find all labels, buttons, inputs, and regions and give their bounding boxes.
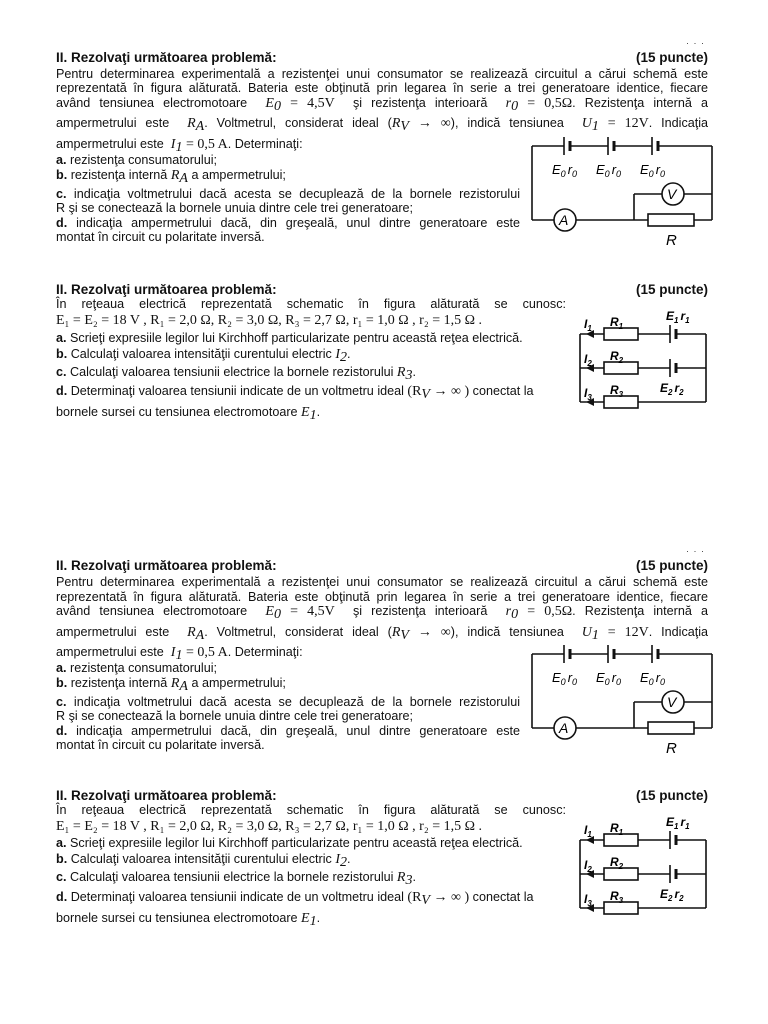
problem2-line2: E₁ = E₂ = 18 V , R₁ = 2,0 Ω, R₂ = 3,0 Ω, R₃ = 2,7 Ω, r₁ = 1,0 Ω , r₂ = 1,5 Ω .	[56, 313, 483, 328]
problem1-points: (15 puncte)	[635, 558, 708, 573]
corner-marks: · · ·	[686, 38, 705, 48]
problem2-header	[56, 282, 708, 298]
problem1-line2: reprezentată în figura alăturată. Bateria este obţinută prin legarea în serie a trei generatoare identice, fiecare	[56, 81, 708, 95]
svg-text:E0r0: $E_0$ $r_0$	[552, 670, 578, 687]
svg-text:I2: $I_2$	[584, 858, 592, 874]
problem1-item-d-line2: montat în circuit cu polaritate inversă.	[56, 738, 265, 752]
svg-text:R3: $R_3$	[610, 383, 624, 399]
problem2-line1: În reţeaua electrică reprezentată schematic în figura alăturată se cunosc:	[56, 803, 566, 817]
svg-text:I3: $I_3$	[584, 386, 592, 402]
svg-text:R3: $R_3$	[610, 889, 624, 905]
problem1-header	[56, 50, 708, 66]
svg-text:R2: $R_2$	[610, 349, 624, 365]
problem2-item-c: c. Calculaţi valoarea tensiunii electrice la bornele rezistorului $R_3$.	[56, 365, 416, 383]
svg-text:E2r2: $E_2$ $r_2$	[660, 887, 684, 903]
svg-text:A: A	[559, 720, 569, 736]
svg-text:E0r0: $E_0$ $r_0$	[552, 162, 578, 179]
svg-text:I1: $I_1$	[584, 317, 592, 333]
problem1-header	[56, 558, 708, 574]
problem2-points: (15 puncte)	[635, 788, 708, 803]
corner-marks: · · ·	[686, 546, 705, 556]
svg-text:R: R	[666, 740, 677, 754]
problem1-line3: având tensiunea electromotoare $E_0 = 4,5V$ şi rezistenţa interioară $r_0 = 0,5\Omega$. Rezistenţa internă a	[56, 604, 708, 622]
problem2-title: II. Rezolvaţi următoarea problemă:	[56, 282, 277, 297]
problem1-circuit-diagram	[528, 134, 718, 246]
svg-text:I2: $I_2$	[584, 352, 592, 368]
problem1-item-c-line2: R şi se conectează la bornele unuia dintre cele trei generatoare;	[56, 201, 414, 215]
problem2-circuit-diagram	[574, 304, 716, 416]
problem1-line3: având tensiunea electromotoare $E_0 = 4,5V$ şi rezistenţa interioară $r_0 = 0,5\Omega$. Rezistenţa internă a	[56, 96, 708, 114]
problem1-item-d-line1: d. indicaţia ampermetrului dacă, din greşeală, unul dintre generatoare este	[56, 724, 520, 738]
problem1-item-b: b. rezistenţa internă $R_A$ a ampermetrului;	[56, 168, 286, 186]
problem2-circuit-diagram	[574, 810, 716, 922]
problem1-line2: reprezentată în figura alăturată. Bateria este obţinută prin legarea în serie a trei generatoare identice, fiecare	[56, 590, 708, 604]
problem2-item-d-line1: d. Determinaţi valoarea tensiunii indicate de un voltmetru ideal ($R_V$ → ∞ ) conectat la	[56, 384, 534, 402]
problem2-header	[56, 788, 708, 804]
problem1-line1: Pentru determinarea experimentală a rezistenţei unui consumator se realizează circuitul a cărui schemă este	[56, 67, 708, 81]
problem2-title: II. Rezolvaţi următoarea problemă:	[56, 788, 277, 803]
svg-text:E0r0: $E_0$ $r_0$	[596, 162, 622, 179]
svg-text:E0r0: $E_0$ $r_0$	[596, 670, 622, 687]
svg-text:R1: $R_1$	[610, 821, 624, 837]
problem1-item-b: b. rezistenţa internă $R_A$ a ampermetrului;	[56, 676, 286, 694]
problem1-line4: ampermetrului este $R_A$. Voltmetrul, considerat ideal ($R_V$ → ∞), indică tensiunea $U_1 = 12V$. Indicaţia	[56, 116, 709, 134]
problem1-title: II. Rezolvaţi următoarea problemă:	[56, 50, 277, 65]
svg-text:I1: $I_1$	[584, 823, 592, 839]
problem1-line1: Pentru determinarea experimentală a rezistenţei unui consumator se realizează circuitul a cărui schemă este	[56, 575, 708, 589]
problem1-points: (15 puncte)	[635, 50, 708, 65]
problem1-item-d-line2: montat în circuit cu polaritate inversă.	[56, 230, 265, 244]
svg-text:E2r2: $E_2$ $r_2$	[660, 381, 684, 397]
svg-text:V: V	[667, 186, 677, 202]
svg-text:A: A	[559, 212, 569, 228]
problem2-item-c: c. Calculaţi valoarea tensiunii electrice la bornele rezistorului $R_3$.	[56, 870, 416, 888]
svg-text:E1r1: $E_1$ $r_1$	[666, 309, 690, 325]
svg-text:R1: $R_1$	[610, 315, 624, 331]
problem2-line1: În reţeaua electrică reprezentată schematic în figura alăturată se cunosc:	[56, 297, 566, 311]
problem2-points: (15 puncte)	[635, 282, 708, 297]
problem1-title: II. Rezolvaţi următoarea problemă:	[56, 558, 277, 573]
problem1-circuit-diagram	[528, 642, 718, 754]
problem1-item-c-line1: c. indicaţia voltmetrului dacă acesta se decuplează de la bornele rezistorului	[56, 695, 520, 709]
problem2-item-b: b. Calculaţi valoarea intensităţii curentului electric $I_2$.	[56, 852, 351, 870]
svg-text:E0r0: $E_0$ $r_0$	[640, 670, 666, 687]
svg-text:R2: $R_2$	[610, 855, 624, 871]
problem2-item-d-line2: bornele sursei cu tensiunea electromotoare $E_1$.	[56, 405, 321, 423]
problem1-item-a: a. rezistenţa consumatorului;	[56, 661, 218, 675]
svg-text:E1r1: $E_1$ $r_1$	[666, 815, 690, 831]
problem1-line5: ampermetrului este $I_1 = 0,5$ A. Determinaţi:	[56, 645, 303, 663]
problem2-item-d-line2: bornele sursei cu tensiunea electromotoare $E_1$.	[56, 911, 321, 929]
svg-text:R: R	[666, 232, 677, 246]
svg-text:E0r0: $E_0$ $r_0$	[640, 162, 666, 179]
problem1-item-c-line1: c. indicaţia voltmetrului dacă acesta se decuplează de la bornele rezistorului	[56, 187, 520, 201]
problem2-item-a: a. Scrieţi expresiile legilor lui Kirchhoff particularizate pentru această reţea electrică.	[56, 836, 523, 850]
svg-text:I3: $I_3$	[584, 892, 592, 908]
problem2-item-d-line1: d. Determinaţi valoarea tensiunii indicate de un voltmetru ideal ($R_V$ → ∞ ) conectat la	[56, 890, 534, 908]
problem2-item-a: a. Scrieţi expresiile legilor lui Kirchhoff particularizate pentru această reţea electrică.	[56, 331, 523, 345]
problem1-item-c-line2: R şi se conectează la bornele unuia dintre cele trei generatoare;	[56, 709, 414, 723]
problem1-item-a: a. rezistenţa consumatorului;	[56, 153, 218, 167]
svg-text:V: V	[667, 694, 677, 710]
problem1-line5: ampermetrului este $I_1 = 0,5$ A. Determinaţi:	[56, 137, 303, 155]
problem2-item-b: b. Calculaţi valoarea intensităţii curentului electric $I_2$.	[56, 347, 351, 365]
problem2-line2: E₁ = E₂ = 18 V , R₁ = 2,0 Ω, R₂ = 3,0 Ω, R₃ = 2,7 Ω, r₁ = 1,0 Ω , r₂ = 1,5 Ω .	[56, 819, 483, 834]
problem1-item-d-line1: d. indicaţia ampermetrului dacă, din greşeală, unul dintre generatoare este	[56, 216, 520, 230]
problem1-line4: ampermetrului este $R_A$. Voltmetrul, considerat ideal ($R_V$ → ∞), indică tensiunea $U_1 = 12V$. Indicaţia	[56, 625, 709, 643]
